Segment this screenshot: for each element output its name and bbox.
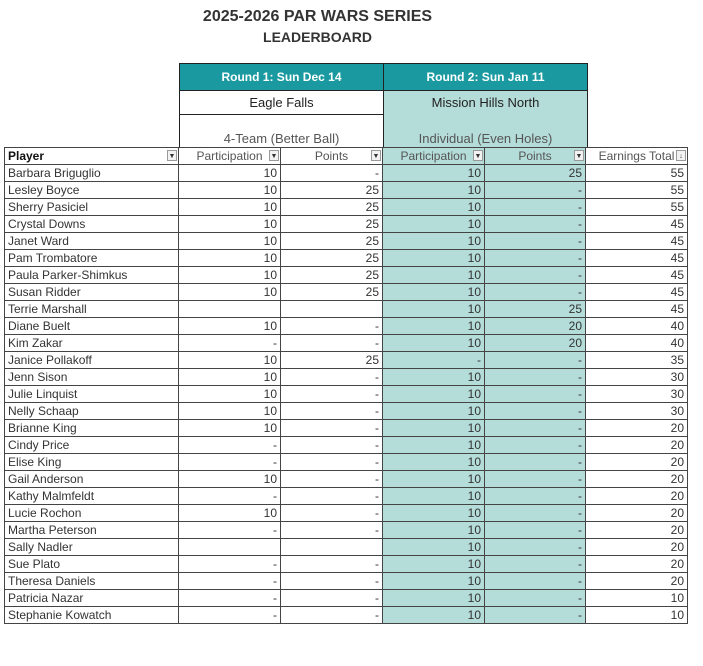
column-header-r2-participation[interactable] <box>383 148 485 165</box>
table-header-row <box>5 148 688 165</box>
cell-r2-points[interactable]: - <box>485 369 586 386</box>
round-1-venue: Eagle Falls <box>179 91 384 115</box>
cell-r1-participation[interactable]: 10 <box>179 233 281 250</box>
cell-r2-points[interactable]: 25 <box>485 165 586 182</box>
cell-player-name[interactable]: Lucie Rochon <box>5 505 179 522</box>
cell-r1-participation[interactable] <box>179 539 281 556</box>
cell-player-name[interactable]: Sue Plato <box>5 556 179 573</box>
table-row <box>5 386 688 403</box>
cell-r1-points[interactable]: - <box>281 437 383 454</box>
cell-earnings-total[interactable]: 55 <box>586 199 688 216</box>
cell-r1-participation[interactable]: - <box>179 590 281 607</box>
cell-r2-participation[interactable]: 10 <box>383 607 485 624</box>
cell-earnings-total[interactable]: 55 <box>586 165 688 182</box>
cell-r1-participation[interactable]: - <box>179 488 281 505</box>
cell-r1-participation[interactable]: - <box>179 522 281 539</box>
cell-earnings-total[interactable]: 45 <box>586 301 688 318</box>
table-row <box>5 607 688 624</box>
round-1-format <box>179 114 384 148</box>
cell-r1-participation[interactable]: 10 <box>179 199 281 216</box>
table-row <box>5 318 688 335</box>
cell-player-name[interactable]: Brianne King <box>5 420 179 437</box>
table-row <box>5 556 688 573</box>
round-2-header: Round 2: Sun Jan 11 <box>383 63 588 91</box>
table-row <box>5 301 688 318</box>
cell-earnings-total[interactable]: 45 <box>586 284 688 301</box>
table-row <box>5 420 688 437</box>
cell-earnings-total[interactable]: 35 <box>586 352 688 369</box>
page-title: 2025-2026 PAR WARS SERIES <box>202 8 433 25</box>
cell-r2-points[interactable]: - <box>485 420 586 437</box>
table-row <box>5 369 688 386</box>
cell-r2-points[interactable]: - <box>485 386 586 403</box>
cell-r1-points[interactable]: - <box>281 607 383 624</box>
cell-player-name[interactable]: Barbara Briguglio <box>5 165 179 182</box>
column-header-label: Points <box>314 149 349 163</box>
cell-r1-participation[interactable]: 10 <box>179 403 281 420</box>
cell-r1-points[interactable]: 25 <box>281 352 383 369</box>
cell-r2-participation[interactable]: 10 <box>383 522 485 539</box>
cell-player-name[interactable]: Crystal Downs <box>5 216 179 233</box>
cell-r2-participation[interactable]: 10 <box>383 403 485 420</box>
table-row <box>5 437 688 454</box>
cell-player-name[interactable]: Stephanie Kowatch <box>5 607 179 624</box>
cell-r1-points[interactable]: 25 <box>281 267 383 284</box>
table-row <box>5 471 688 488</box>
cell-r2-points[interactable]: - <box>485 590 586 607</box>
cell-earnings-total[interactable]: 30 <box>586 369 688 386</box>
cell-r1-participation[interactable]: 10 <box>179 250 281 267</box>
cell-r2-points[interactable]: - <box>485 607 586 624</box>
cell-r2-participation[interactable]: 10 <box>383 556 485 573</box>
cell-r2-participation[interactable]: 10 <box>383 488 485 505</box>
cell-player-name[interactable]: Gail Anderson <box>5 471 179 488</box>
cell-r2-points[interactable]: - <box>485 199 586 216</box>
cell-r1-participation[interactable]: 10 <box>179 182 281 199</box>
cell-r2-participation[interactable]: 10 <box>383 250 485 267</box>
cell-r1-points[interactable]: - <box>281 573 383 590</box>
cell-r1-points[interactable]: - <box>281 556 383 573</box>
table-row <box>5 539 688 556</box>
cell-r2-points[interactable]: - <box>485 284 586 301</box>
cell-earnings-total[interactable]: 40 <box>586 335 688 352</box>
leaderboard-table <box>4 147 688 624</box>
cell-earnings-total[interactable]: 20 <box>586 488 688 505</box>
sort-arrow-icon[interactable]: ↓ <box>676 150 686 161</box>
cell-r2-points[interactable]: - <box>485 522 586 539</box>
cell-earnings-total[interactable]: 45 <box>586 250 688 267</box>
cell-r1-points[interactable]: - <box>281 454 383 471</box>
cell-r1-points[interactable]: 25 <box>281 216 383 233</box>
cell-earnings-total[interactable]: 20 <box>586 471 688 488</box>
cell-r1-points[interactable]: - <box>281 369 383 386</box>
table-row <box>5 454 688 471</box>
cell-r1-points[interactable]: 25 <box>281 284 383 301</box>
table-row <box>5 233 688 250</box>
cell-earnings-total[interactable]: 20 <box>586 522 688 539</box>
column-header-label: Player <box>8 149 45 163</box>
cell-r2-points[interactable]: - <box>485 573 586 590</box>
cell-r2-participation[interactable]: 10 <box>383 267 485 284</box>
cell-player-name[interactable]: Diane Buelt <box>5 318 179 335</box>
cell-r1-points[interactable]: - <box>281 488 383 505</box>
dropdown-arrow-icon[interactable]: ▼ <box>473 150 483 161</box>
cell-earnings-total[interactable]: 20 <box>586 420 688 437</box>
cell-r1-participation[interactable]: 10 <box>179 267 281 284</box>
cell-r1-points[interactable]: 25 <box>281 233 383 250</box>
table-row <box>5 590 688 607</box>
cell-earnings-total[interactable]: 40 <box>586 318 688 335</box>
table-row <box>5 165 688 182</box>
round-1-header: Round 1: Sun Dec 14 <box>179 63 384 91</box>
table-row <box>5 403 688 420</box>
cell-earnings-total[interactable]: 20 <box>586 556 688 573</box>
cell-player-name[interactable]: Janice Pollakoff <box>5 352 179 369</box>
cell-r2-points[interactable]: - <box>485 556 586 573</box>
cell-r1-points[interactable]: - <box>281 505 383 522</box>
table-row <box>5 335 688 352</box>
cell-player-name[interactable]: Pam Trombatore <box>5 250 179 267</box>
cell-player-name[interactable]: Susan Ridder <box>5 284 179 301</box>
cell-r1-points[interactable]: - <box>281 590 383 607</box>
cell-earnings-total[interactable]: 20 <box>586 454 688 471</box>
cell-r1-points[interactable]: - <box>281 318 383 335</box>
cell-r1-points[interactable]: - <box>281 403 383 420</box>
cell-earnings-total[interactable]: 30 <box>586 403 688 420</box>
cell-earnings-total[interactable]: 20 <box>586 437 688 454</box>
cell-r2-participation[interactable]: 10 <box>383 216 485 233</box>
page-subtitle: LEADERBOARD <box>263 29 372 45</box>
round-2-format-label: Individual (Even Holes) <box>418 131 553 146</box>
cell-r2-participation[interactable]: 10 <box>383 505 485 522</box>
cell-player-name[interactable]: Kim Zakar <box>5 335 179 352</box>
cell-player-name[interactable]: Terrie Marshall <box>5 301 179 318</box>
cell-r1-participation[interactable]: - <box>179 335 281 352</box>
cell-r2-points[interactable]: 20 <box>485 318 586 335</box>
cell-r2-points[interactable]: - <box>485 471 586 488</box>
cell-r2-points[interactable]: - <box>485 454 586 471</box>
table-row <box>5 267 688 284</box>
table-row <box>5 284 688 301</box>
cell-player-name[interactable]: Martha Peterson <box>5 522 179 539</box>
cell-r2-participation[interactable]: 10 <box>383 420 485 437</box>
cell-r2-points[interactable]: - <box>485 437 586 454</box>
cell-r1-participation[interactable]: - <box>179 437 281 454</box>
cell-player-name[interactable]: Nelly Schaap <box>5 403 179 420</box>
cell-r1-points[interactable]: 25 <box>281 199 383 216</box>
cell-earnings-total[interactable]: 10 <box>586 590 688 607</box>
cell-r2-participation[interactable]: 10 <box>383 335 485 352</box>
column-header-label: Participation <box>400 149 467 163</box>
round-1-format-label: 4-Team (Better Ball) <box>223 131 340 146</box>
cell-r1-participation[interactable]: 10 <box>179 216 281 233</box>
cell-r1-participation[interactable]: 10 <box>179 165 281 182</box>
table-row <box>5 522 688 539</box>
cell-r1-participation[interactable]: - <box>179 573 281 590</box>
cell-r1-participation[interactable]: - <box>179 556 281 573</box>
cell-player-name[interactable]: Jenn Sison <box>5 369 179 386</box>
cell-r2-points[interactable]: 25 <box>485 301 586 318</box>
cell-earnings-total[interactable]: 30 <box>586 386 688 403</box>
cell-player-name[interactable]: Cindy Price <box>5 437 179 454</box>
cell-player-name[interactable]: Lesley Boyce <box>5 182 179 199</box>
cell-r2-participation[interactable]: 10 <box>383 454 485 471</box>
cell-r1-points[interactable]: - <box>281 386 383 403</box>
cell-r2-participation[interactable]: 10 <box>383 165 485 182</box>
cell-r2-participation[interactable]: 10 <box>383 301 485 318</box>
cell-r2-points[interactable]: - <box>485 182 586 199</box>
round-2-venue: Mission Hills North <box>383 91 588 115</box>
cell-r1-participation[interactable]: 10 <box>179 420 281 437</box>
round-2-format <box>383 114 588 148</box>
cell-earnings-total[interactable]: 20 <box>586 505 688 522</box>
cell-r2-points[interactable]: - <box>485 403 586 420</box>
cell-earnings-total[interactable]: 45 <box>586 216 688 233</box>
cell-r1-points[interactable]: - <box>281 165 383 182</box>
cell-r1-points[interactable]: - <box>281 420 383 437</box>
cell-r1-participation[interactable]: 10 <box>179 505 281 522</box>
cell-r1-participation[interactable] <box>179 301 281 318</box>
dropdown-arrow-icon[interactable]: ▼ <box>574 150 584 161</box>
cell-player-name[interactable]: Kathy Malmfeldt <box>5 488 179 505</box>
cell-r1-points[interactable]: - <box>281 335 383 352</box>
cell-earnings-total[interactable]: 45 <box>586 233 688 250</box>
column-header-r2-points[interactable] <box>485 148 586 165</box>
cell-player-name[interactable]: Patricia Nazar <box>5 590 179 607</box>
cell-r2-participation[interactable]: 10 <box>383 318 485 335</box>
cell-player-name[interactable]: Janet Ward <box>5 233 179 250</box>
cell-r2-participation[interactable]: 10 <box>383 369 485 386</box>
cell-r2-participation[interactable]: - <box>383 352 485 369</box>
cell-r2-points[interactable]: - <box>485 539 586 556</box>
cell-player-name[interactable]: Sherry Pasiciel <box>5 199 179 216</box>
column-header-player[interactable] <box>5 148 179 165</box>
cell-r1-participation[interactable]: 10 <box>179 284 281 301</box>
cell-r2-participation[interactable]: 10 <box>383 284 485 301</box>
cell-player-name[interactable]: Sally Nadler <box>5 539 179 556</box>
cell-r2-points[interactable]: 20 <box>485 335 586 352</box>
table-row <box>5 216 688 233</box>
cell-r2-participation[interactable]: 10 <box>383 590 485 607</box>
cell-r2-participation[interactable]: 10 <box>383 233 485 250</box>
cell-earnings-total[interactable]: 10 <box>586 607 688 624</box>
table-row <box>5 199 688 216</box>
cell-earnings-total[interactable]: 20 <box>586 539 688 556</box>
cell-r2-participation[interactable]: 10 <box>383 437 485 454</box>
cell-r2-points[interactable]: - <box>485 267 586 284</box>
cell-r1-points[interactable]: 25 <box>281 250 383 267</box>
cell-r1-points[interactable]: - <box>281 522 383 539</box>
column-header-r1-points[interactable] <box>281 148 383 165</box>
cell-r1-participation[interactable]: 10 <box>179 318 281 335</box>
table-row <box>5 182 688 199</box>
dropdown-arrow-icon[interactable]: ▼ <box>371 150 381 161</box>
cell-player-name[interactable]: Paula Parker-Shimkus <box>5 267 179 284</box>
cell-r2-participation[interactable]: 10 <box>383 573 485 590</box>
cell-earnings-total[interactable]: 55 <box>586 182 688 199</box>
cell-r2-participation[interactable]: 10 <box>383 182 485 199</box>
cell-r1-participation[interactable]: 10 <box>179 352 281 369</box>
cell-earnings-total[interactable]: 45 <box>586 267 688 284</box>
cell-r1-points[interactable] <box>281 301 383 318</box>
cell-r2-points[interactable]: - <box>485 505 586 522</box>
cell-player-name[interactable]: Theresa Daniels <box>5 573 179 590</box>
dropdown-arrow-icon[interactable]: ▼ <box>269 150 279 161</box>
cell-r1-participation[interactable]: - <box>179 454 281 471</box>
cell-earnings-total[interactable]: 20 <box>586 573 688 590</box>
table-row <box>5 505 688 522</box>
cell-r2-points[interactable]: - <box>485 250 586 267</box>
cell-r2-participation[interactable]: 10 <box>383 471 485 488</box>
column-header-label: Points <box>518 149 552 163</box>
table-row <box>5 488 688 505</box>
dropdown-arrow-icon[interactable]: ▼ <box>167 150 177 161</box>
cell-r2-points[interactable]: - <box>485 216 586 233</box>
cell-r1-points[interactable] <box>281 539 383 556</box>
cell-r2-participation[interactable]: 10 <box>383 386 485 403</box>
column-header-label: Earnings Total <box>598 149 675 163</box>
cell-r1-participation[interactable]: 10 <box>179 471 281 488</box>
cell-r1-participation[interactable]: 10 <box>179 369 281 386</box>
cell-r1-participation[interactable]: 10 <box>179 386 281 403</box>
cell-r1-participation[interactable]: - <box>179 607 281 624</box>
cell-r2-participation[interactable]: 10 <box>383 199 485 216</box>
cell-r2-points[interactable]: - <box>485 488 586 505</box>
cell-r2-points[interactable]: - <box>485 233 586 250</box>
column-header-r1-participation[interactable] <box>179 148 281 165</box>
cell-player-name[interactable]: Elise King <box>5 454 179 471</box>
cell-r2-participation[interactable]: 10 <box>383 539 485 556</box>
column-header-label: Participation <box>196 149 263 163</box>
cell-player-name[interactable]: Julie Linquist <box>5 386 179 403</box>
table-row <box>5 250 688 267</box>
table-row <box>5 573 688 590</box>
column-header-earnings-total[interactable] <box>586 148 688 165</box>
cell-r1-points[interactable]: - <box>281 471 383 488</box>
table-row <box>5 352 688 369</box>
cell-r2-points[interactable]: - <box>485 352 586 369</box>
cell-r1-points[interactable]: 25 <box>281 182 383 199</box>
